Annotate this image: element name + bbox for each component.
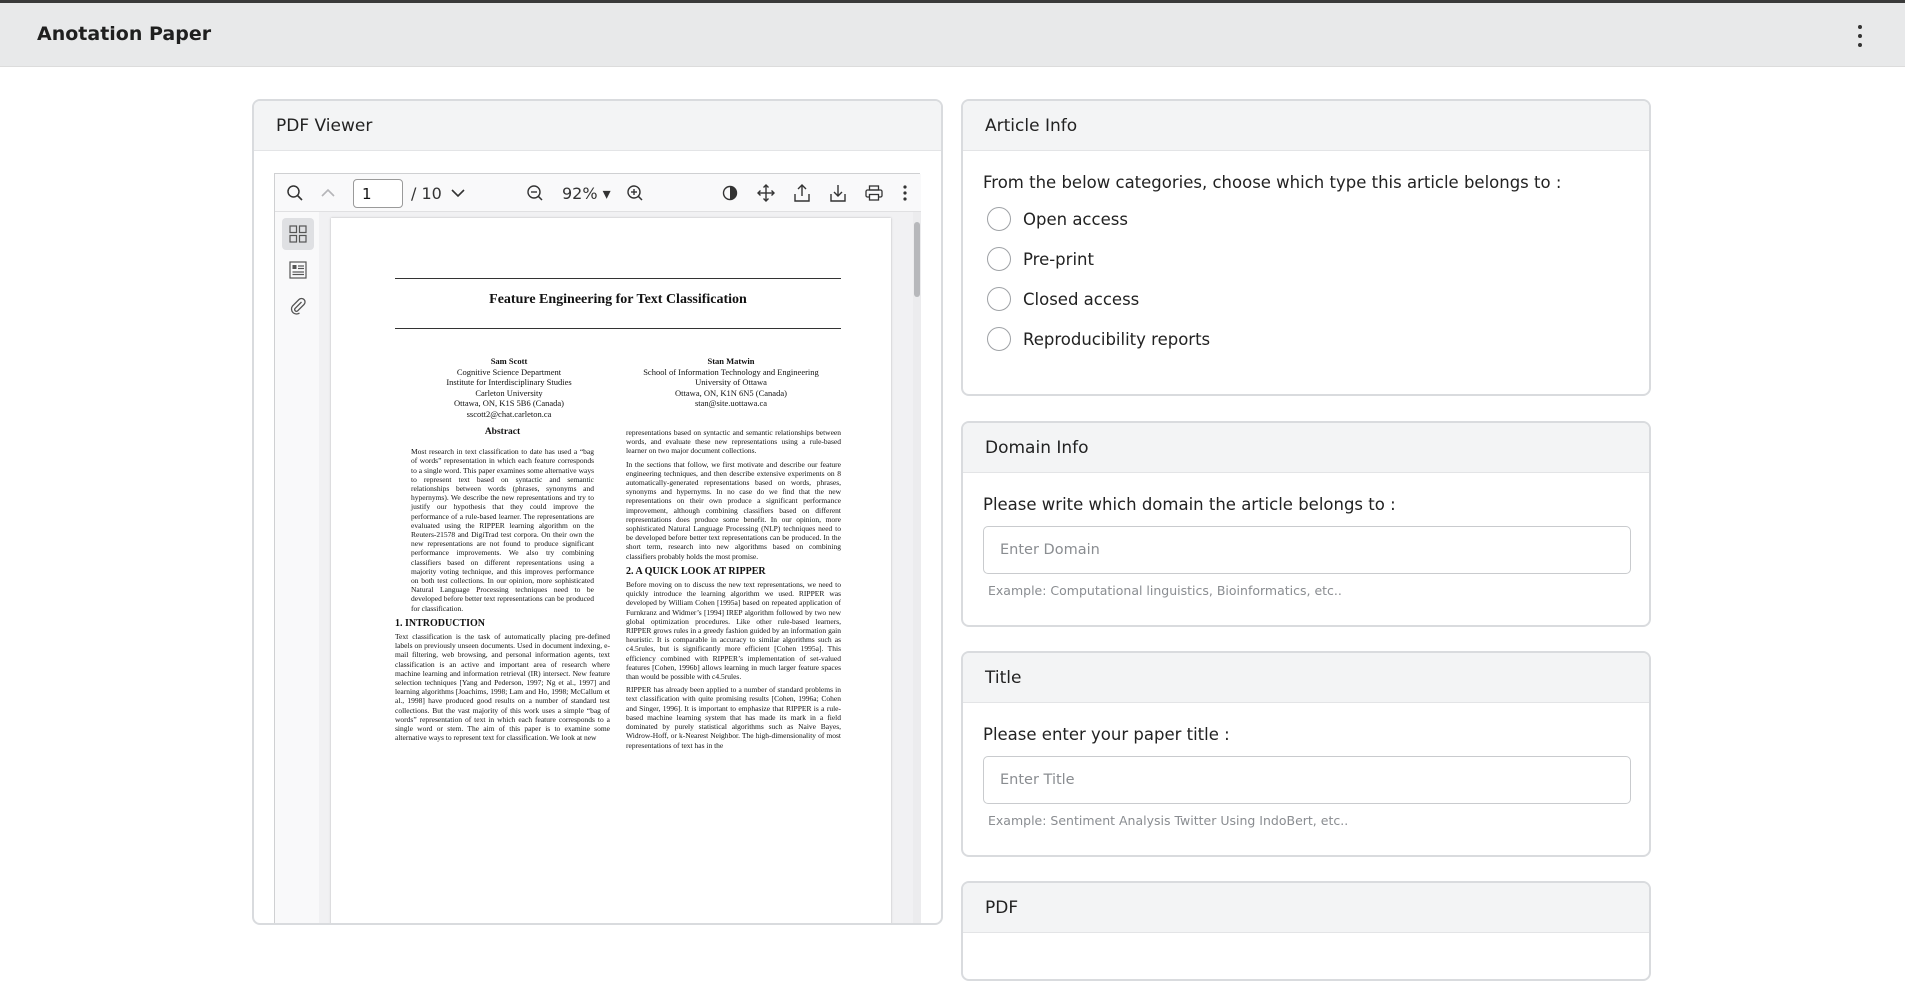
title-hint: Example: Sentiment Analysis Twitter Using IndoBert, etc.. xyxy=(988,813,1349,828)
attachments-paperclip-icon[interactable] xyxy=(282,290,314,322)
pdf-toolbar xyxy=(275,174,921,212)
domain-info-card xyxy=(961,421,1651,627)
title-rule-bottom xyxy=(395,328,841,329)
radio-reproducibility-reports[interactable] xyxy=(987,326,1210,352)
article-info-header: Article Info xyxy=(963,101,1649,151)
pdf-sidebar xyxy=(275,212,319,925)
author-line: Cognitive Science Department xyxy=(456,366,562,377)
download-icon[interactable] xyxy=(825,174,851,212)
title-card xyxy=(961,651,1651,857)
domain-hint: Example: Computational linguistics, Bioinformatics, etc.. xyxy=(988,583,1342,598)
radio-label: Pre-print xyxy=(1023,249,1094,269)
ripper-heading: 2. A QUICK LOOK AT RIPPER xyxy=(626,565,766,577)
title-question: Please enter your paper title : xyxy=(983,725,1230,744)
article-info-card xyxy=(961,99,1651,396)
pdf-viewer-frame xyxy=(274,173,920,925)
zoom-select[interactable]: 92% ▾ xyxy=(562,184,611,203)
domain-info-header: Domain Info xyxy=(963,423,1649,473)
author-line: Ottawa, ON, K1S 5B6 (Canada) xyxy=(453,398,564,408)
radio-label: Open access xyxy=(1023,209,1128,229)
pdf-upload-card xyxy=(961,881,1651,981)
right-column xyxy=(626,428,841,754)
title-rule-top xyxy=(395,278,841,279)
pdf-upload-header: PDF xyxy=(963,883,1649,933)
zoom-in-icon[interactable] xyxy=(622,174,648,212)
page-total-label: / 10 xyxy=(411,184,442,203)
author-line: School of Information Technology and Engineering xyxy=(643,366,819,377)
author-line: Ottawa, ON, K1N 6N5 (Canada) xyxy=(675,387,787,398)
author-line: Carleton University xyxy=(475,387,543,398)
radio-circle[interactable] xyxy=(987,327,1011,351)
pdf-page xyxy=(331,218,891,925)
radio-pre-print[interactable] xyxy=(987,246,1094,272)
pdf-scrollbar-thumb[interactable] xyxy=(914,222,920,297)
author-line: sscott2@chat.carleton.ca xyxy=(466,408,552,419)
title-header: Title xyxy=(963,653,1649,703)
radio-label: Closed access xyxy=(1023,289,1140,309)
tools-menu-icon[interactable] xyxy=(895,174,915,212)
author-line: Institute for Interdisciplinary Studies xyxy=(446,377,572,387)
radio-circle[interactable] xyxy=(987,247,1011,271)
pdf-document-area[interactable] xyxy=(319,212,913,925)
domain-input[interactable] xyxy=(983,526,1631,574)
app-title: Anotation Paper xyxy=(37,23,212,45)
radio-circle[interactable] xyxy=(987,287,1011,311)
abstract-heading: Abstract xyxy=(484,427,521,437)
outline-icon[interactable] xyxy=(282,254,314,286)
radio-closed-access[interactable] xyxy=(987,286,1139,312)
radio-open-access[interactable] xyxy=(987,206,1128,232)
more-options-icon[interactable] xyxy=(1855,25,1865,47)
author-block-2 xyxy=(621,356,841,409)
article-type-question: From the below categories, choose which type this article belongs to : xyxy=(983,173,1562,192)
previous-page-icon[interactable] xyxy=(315,174,341,212)
zoom-out-icon[interactable] xyxy=(522,174,548,212)
body-paragraph: In the sections that follow, we first motivate and describe our feature engineering techniques, and then describe extensive experiments on 8 automatically-generated representations based on words, phrases, synonyms and hypernyms. In no case do we find that the new representations on their own produce a significant performance improvement, although combining classifiers based on different representations does produce some benefit. In our opinion, more sophisticated Natural Language Processing (NLP) techniques need to be developed before better text representations can be produced. In the short term, research into new algorithms based on combining classifiers probably holds the most promise. xyxy=(626,459,841,561)
find-search-icon[interactable] xyxy=(281,174,309,212)
pdf-scrollbar[interactable] xyxy=(913,212,921,925)
introduction-text: Text classification is the task of automatically placing pre-defined labels on previously unseen documents. Used in document indexing, e-mail filtering, web browsing, and personal information agents, text classification is an active and important area of research where machine learning and information retrieval (IR) intersect. New feature selection techniques [Yang and Pederson, 1997; Ng et al., 1997] and learning algorithms [Joachims, 1998; Lam and Ho, 1998; McCallum et al., 1998] have produced good results on a number of standard test collections. But the vast majority of this work uses a simple “bag of words” representation of text in which each feature corresponds to a single word or stem. The aim of this paper is to examine some alternative ways to represent text for classification. We look at new xyxy=(395,632,610,743)
introduction-heading: 1. INTRODUCTION xyxy=(395,617,486,629)
domain-question: Please write which domain the article belongs to : xyxy=(983,495,1396,514)
page-theme-icon[interactable] xyxy=(717,174,743,212)
author-name: Stan Matwin xyxy=(707,356,755,366)
pdf-viewer-card xyxy=(252,99,943,925)
next-page-icon[interactable] xyxy=(445,174,471,212)
move-pan-icon[interactable] xyxy=(753,174,779,212)
author-line: stan@site.uottawa.ca xyxy=(694,398,768,408)
thumbnails-icon[interactable] xyxy=(282,218,314,250)
radio-label: Reproducibility reports xyxy=(1023,329,1211,349)
body-paragraph: representations based on syntactic and semantic relationships between words, and evaluate these new representations using a rule-based learner on two major document collections. xyxy=(626,428,841,456)
body-paragraph: Before moving on to discuss the new text representations, we need to quickly introduce the learning algorithm we used. RIPPER was developed by William Cohen [1995a] based on repeated application of Furnkranz and Widmer’s [1994] IREP algorithm followed by two new global optimization procedures. Like other rule-based learners, RIPPER grows rules in a greedy fashion guided by an information gain heuristic. It is comparable in accuracy to similar algorithms such as c4.5rules, but is significantly more efficient [Cohen 1995a]. This efficiency combined with RIPPER’s implementation of set-valued features [Cohen, 1996b] allows learning in much larger feature spaces than would be possible with c4.5rules. xyxy=(626,580,841,682)
left-column xyxy=(395,428,610,747)
print-icon[interactable] xyxy=(861,174,887,212)
author-line: University of Ottawa xyxy=(695,377,767,387)
app-bar xyxy=(0,3,1905,67)
open-file-upload-icon[interactable] xyxy=(789,174,815,212)
pdf-viewer-header: PDF Viewer xyxy=(254,101,941,151)
body-paragraph: RIPPER has already been applied to a number of standard problems in text classification with quite promising results [Cohen, 1996a; Cohen and Singer, 1996]. It is important to emphasize that RIPPER is a rule-based machine learning system that has made its mark in a field dominated by purely statistical algorithms such as Naive Bayes, Widrow-Hoff, or k-Nearest Neighbor. The high-dimensionality of most representations of text has in the xyxy=(626,685,841,750)
author-name: Sam Scott xyxy=(490,356,528,366)
abstract-text: Most research in text classification to date has used a “bag of words” representation in which each feature corresponds to a single word. This paper examines some alternative ways to represent text based on syntactic and semantic relationships between words (phrases, synonyms and hypernyms). We describe the new representations and try to justify our hypothesis that they could improve the performance of a rule-based learner. The representations are evaluated using the RIPPER learning algorithm on the Reuters-21578 and DigiTrad test corpora. On their own the new representations are not found to produce significant performance improvements. We also try combining classifiers based on different representations using a majority voting technique, and this improves performance on both test collections. In our opinion, more sophisticated Natural Language Processing techniques need to be developed before better text representations can be produced for classification. xyxy=(411,447,594,613)
author-block-1 xyxy=(399,356,619,419)
title-input[interactable] xyxy=(983,756,1631,804)
radio-circle[interactable] xyxy=(987,207,1011,231)
page-number-input[interactable] xyxy=(353,179,403,208)
paper-title: Feature Engineering for Text Classification xyxy=(489,292,747,307)
